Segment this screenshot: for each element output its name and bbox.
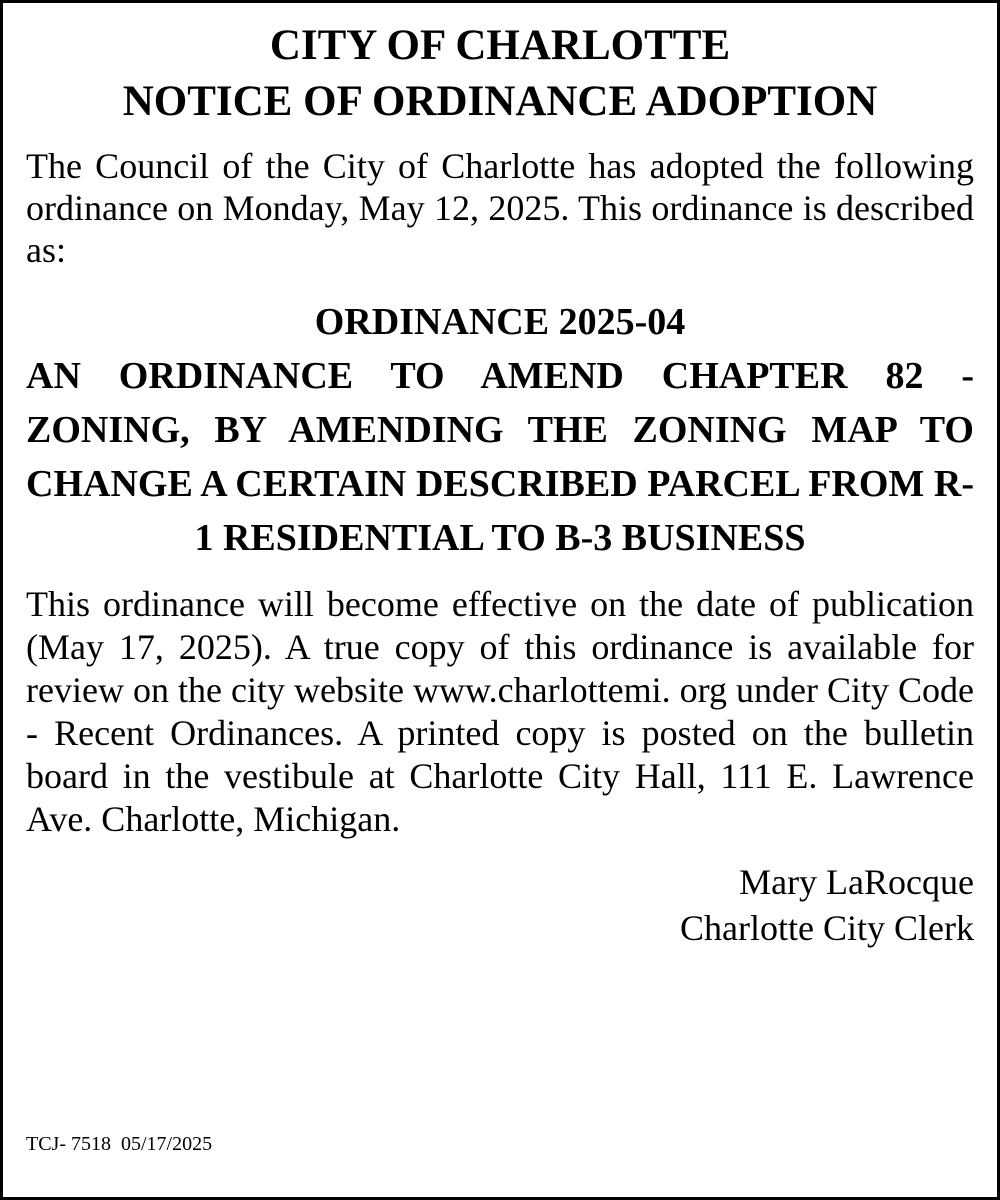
title-line-2: NOTICE OF ORDINANCE ADOPTION [122,78,878,125]
publication-code: TCJ- 7518 05/17/2025 [26,1133,213,1155]
effective-date-paragraph: This ordinance will become effective on the date of publication (May 17, 2025). A true copy of this ordinance is available for review on the city website www.charlottemi. org under City Code - Recent Ordinances. A printed copy is posted on the bulletin board in the vestibule at Charlotte City Hall, 111 E. Lawrence Ave. Charlotte, Michigan. [26,584,974,839]
signature-block [26,859,974,951]
intro-paragraph: The Council of the City of Charlotte has adopted the following ordinance on Monday, May 12, 2025. This ordinance is described as: [26,146,974,270]
ordinance-heading [26,295,974,565]
notice-title [26,18,974,130]
ordinance-description: AN ORDINANCE TO AMEND CHAPTER 82 - ZONING, BY AMENDING THE ZONING MAP TO CHANGE A CERTAIN DESCRIBED PARCEL FROM R-1 RESIDENTIAL TO B-3 BUSINESS [26,355,974,559]
ordinance-number: ORDINANCE 2025-04 [314,301,686,343]
signer-title: Charlotte City Clerk [680,908,974,948]
notice-content [26,18,974,951]
title-line-1: CITY OF CHARLOTTE [269,22,731,69]
signer-name: Mary LaRocque [739,862,974,902]
